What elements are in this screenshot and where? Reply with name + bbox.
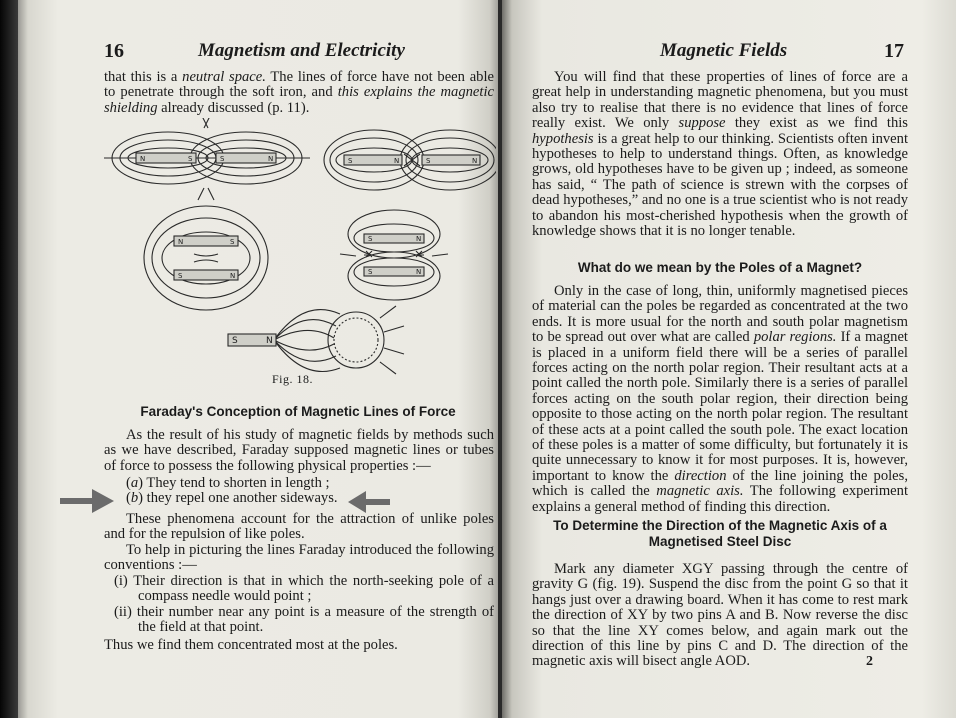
page-number-left: 16 xyxy=(104,40,124,62)
italic-run: b xyxy=(130,490,139,507)
phenomena-paragraphs xyxy=(104,512,494,574)
italic-run: neutral space. xyxy=(182,69,266,85)
intro-paragraph xyxy=(104,70,494,116)
text-paragraph: As the result of his study of magnetic fields by methods such as we have described, Faraday supposed magnetic lines or tubes of force to possess the following physical properties :— xyxy=(104,427,494,474)
text-paragraph: (ii) their number near any point is a measure of the strength of the field at that point. xyxy=(114,603,494,636)
poles-paragraph xyxy=(532,284,908,515)
text-paragraph: These phenomena account for the attraction of unlike poles and for the repulsion of like poles. xyxy=(104,511,494,543)
text-paragraph: Mark any diameter XGY passing through the centre of gravity G (fig. 19). Suspend the disc from the point G so that it hangs just over a drawing board. When it has come to rest mark the direction of XY by two pins A and B. Now reverse the disc so that the line XY comes below, and again mark out the direction of this line by pins C and D. The direction of the magnetic axis will bisect angle AOD. xyxy=(532,561,908,670)
hypothesis-paragraph xyxy=(532,70,908,239)
text-paragraph: Thus we find them concentrated most at the poles. xyxy=(104,637,398,653)
closing-line xyxy=(104,638,494,653)
signature-mark: 2 xyxy=(866,654,873,669)
label-n-3: N xyxy=(394,157,400,165)
label-n-7: N xyxy=(416,235,422,243)
book-edge xyxy=(0,0,18,718)
label-n-9: N xyxy=(266,336,273,346)
label-s-8: S xyxy=(368,268,373,276)
label-s-5: S xyxy=(230,238,235,246)
label-n-1: N xyxy=(140,155,146,163)
label-s-7: S xyxy=(368,235,373,243)
label-n-5: N xyxy=(178,238,184,246)
italic-run: hypothesis xyxy=(532,130,594,147)
text-paragraph: Only in the case of long, thin, uniformly magnetised pieces of material can the poles be regarded as concentrated at the two ends. It is more usual for the north and south polar magnetism to be spread out over what are called polar regions. If a magnet is placed in a uniform field there will be a series of parallel forces acting on the north polar region. Their resultant acts at a point called the north pole. Similarly there is a series of parallel forces acting on the south polar region, their direction being opposite to those acting on the north polar region. The resultant of these acts at a point called the south pole. The exact location of these poles is a matter of some difficulty, but fortunately it is quite unnecessary to know it for most purposes. It is, however, important to know the direction of the line joining the poles, which is called the magnetic axis. The following experiment explains a general method of finding this direction. xyxy=(532,283,908,515)
text-paragraph: (i) Their direction is that in which the north-seeking pole of a compass needle would point ; xyxy=(114,573,494,605)
label-n-2: N xyxy=(268,155,274,163)
page-number-right: 17 xyxy=(884,40,904,62)
text-paragraph: that this is a neutral space. The lines of force have not been able to penetrate through the soft iron, and this explains the magnetic shielding already discussed (p. 11). xyxy=(104,69,494,116)
figure-caption: Fig. 18. xyxy=(272,372,314,386)
text-paragraph: (b) they repel one another sideways. xyxy=(126,490,338,507)
text-paragraph: (a) They tend to shorten in length ; xyxy=(126,475,330,491)
label-n-8: N xyxy=(416,268,422,276)
label-s-2: S xyxy=(220,155,225,163)
label-n-6: N xyxy=(230,272,236,280)
label-s-9: S xyxy=(232,336,238,346)
section-heading-faraday: Faraday's Conception of Magnetic Lines of Force xyxy=(140,404,456,419)
label-s-1: S xyxy=(188,155,193,163)
faraday-paragraph xyxy=(104,428,494,474)
running-head-right: Magnetic Fields xyxy=(660,40,788,61)
italic-run: polar regions. xyxy=(753,329,837,346)
diagram-soft-iron-shielding xyxy=(274,306,404,374)
heading-magnetic-axis: To Determine the Direction of the Magnetic Axis of a Magnetised Steel Disc xyxy=(553,518,887,549)
diagram-like-poles-inline xyxy=(104,118,310,200)
text-paragraph: To help in picturing the lines Faraday introduced the following conventions :— xyxy=(104,541,494,574)
conventions-list xyxy=(104,574,494,636)
figure-18-field-diagrams xyxy=(104,118,496,380)
left-page xyxy=(18,0,502,718)
heading-poles-of-magnet: What do we mean by the Poles of a Magnet? xyxy=(577,260,863,275)
italic-run: magnetic axis. xyxy=(656,483,744,500)
diagram-parallel-unlike xyxy=(144,206,268,310)
label-s-3: S xyxy=(348,157,353,165)
label-s-4: S xyxy=(426,157,431,165)
italic-run: this explains the magnetic shielding xyxy=(104,84,494,116)
italic-run: suppose xyxy=(678,115,726,132)
text-paragraph: You will find that these properties of lines of force are a great help in understanding magnetic phenomena, but you must also try to realise that there is no evidence that lines of force really exist. We only suppose they exist as we find this hypothesis is a great help to our thinking. Scientists often invent hypotheses to help to understand things. Often, as knowledge grows, old hypotheses have to be given up ; indeed, as someone has said, “ The path of science is strewn with the corpses of dead hypotheses,” and no one is a true scientist who is not ready to abandon his most-cherished hypothesis when the growth of knowledge shows that it is no longer tenable. xyxy=(532,69,908,240)
label-n-4: N xyxy=(472,157,478,165)
right-page xyxy=(502,0,956,718)
italic-run: a xyxy=(130,475,139,491)
running-head-left: Magnetism and Electricity xyxy=(198,40,405,61)
experiment-paragraph xyxy=(532,562,908,670)
italic-run: direction xyxy=(674,467,727,484)
label-s-6: S xyxy=(178,272,183,280)
diagram-parallel-like xyxy=(340,210,448,300)
